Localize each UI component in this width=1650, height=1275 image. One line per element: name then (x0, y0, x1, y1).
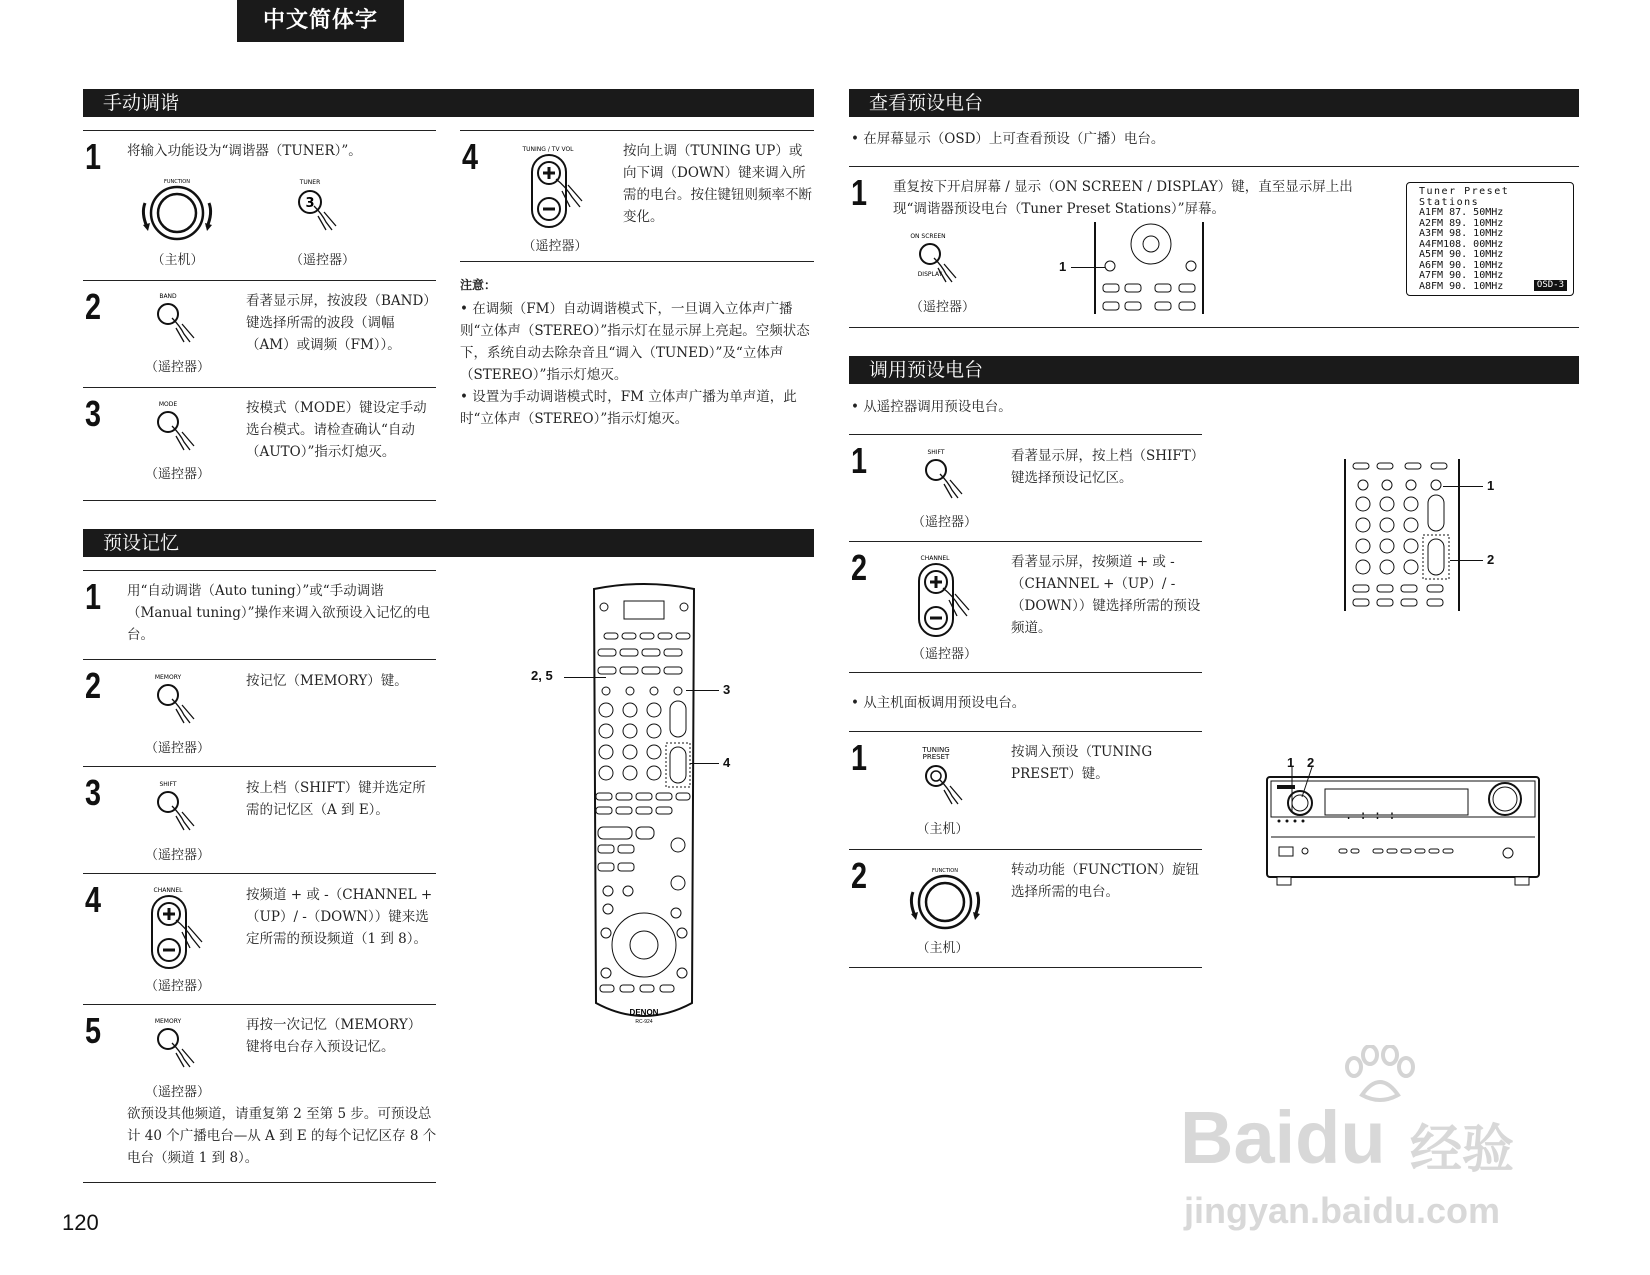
divider (849, 967, 1202, 968)
callout-label: 1 (1287, 755, 1295, 770)
svg-text:SHIFT: SHIFT (159, 781, 177, 788)
step-number: 1 (851, 172, 868, 213)
step-number: 3 (85, 772, 102, 813)
step-text: 按调入预设（TUNING PRESET）键。 (1011, 744, 1153, 782)
svg-text:MEMORY: MEMORY (154, 674, 182, 681)
step-text: 再按一次记忆（MEMORY）键将电台存入预设记忆。 (246, 1017, 422, 1055)
divider (83, 1004, 436, 1005)
caption-remote: （遥控器） (144, 360, 210, 375)
divider (460, 261, 814, 262)
callout-lines (1283, 767, 1323, 817)
note-title: 注意： (460, 278, 497, 292)
section-title-recall-presets: 调用预设电台 (849, 356, 1579, 384)
language-tab: 中文简体字 (237, 0, 404, 42)
step-number: 4 (462, 136, 479, 177)
svg-text:FUNCTION: FUNCTION (932, 868, 958, 874)
step-text: 转动功能（FUNCTION）旋钮选择所需的电台。 (1011, 862, 1200, 900)
callout-label: 2 (1307, 755, 1315, 770)
shift-button-icon (918, 448, 978, 504)
divider (83, 387, 436, 388)
preset-footer-text: 欲预设其他频道，请重复第 2 至第 5 步。可预设总计 40 个广播电台—从 A 到 E 的每个记忆区存 8 个电台（频道 1 到 8）。 (127, 1106, 437, 1166)
watermark (1180, 1045, 1580, 1245)
caption-main-unit: （主机） (916, 941, 969, 956)
osd-station-row: A6FM 90. 10MHz (1419, 259, 1504, 271)
step-number: 3 (85, 393, 102, 434)
step-text: 重复按下开启屏幕 / 显示（ON SCREEN / DISPLAY）键，直至显示屏上出现“调谐器预设电台（Tuner Preset Stations）”屏幕。 (893, 179, 1353, 217)
mode-button-icon (150, 400, 210, 456)
tuning-rocker-icon (520, 145, 592, 233)
svg-text:ON SCREEN: ON SCREEN (910, 233, 946, 240)
svg-text:BAND: BAND (159, 293, 177, 300)
divider (83, 130, 436, 131)
divider (83, 766, 436, 767)
step-text: 看著显示屏，按频道 + 或 -（CHANNEL +（UP）/ -（DOWN））键选择所需的预设频道。 (1011, 554, 1201, 636)
step-text: 按模式（MODE）键设定手动选台模式。请检查确认“自动（AUTO）”指示灯熄灭。 (246, 400, 427, 460)
callout-label: 2 (1487, 552, 1495, 567)
step-number: 1 (85, 136, 102, 177)
callout-label: 4 (723, 755, 731, 770)
caption-main-unit: （主机） (916, 822, 969, 837)
svg-text:TUNING: TUNING (922, 746, 950, 754)
step-text: 用“自动调谐（Auto tuning）”或“手动调谐（Manual tuning）”操作来调入欲预设入记忆的电台。 (127, 583, 431, 643)
watermark-cn: 经验 (1410, 1121, 1515, 1179)
step-number: 1 (851, 737, 868, 778)
memory-button-icon (150, 1017, 210, 1073)
caption-remote: （遥控器） (144, 467, 210, 482)
caption-remote: （遥控器） (144, 741, 210, 756)
svg-text:RC-924: RC-924 (635, 1019, 653, 1025)
svg-text:CHANNEL: CHANNEL (920, 555, 950, 562)
remote-partial-illustration (1343, 459, 1461, 611)
divider (849, 434, 1202, 435)
step-text: 按记忆（MEMORY）键。 (246, 673, 408, 689)
svg-text:PRESET: PRESET (922, 753, 950, 761)
watermark-url: jingyan.baidu.com (1184, 1190, 1501, 1231)
divider (83, 570, 436, 571)
watermark-brand: Baidu (1180, 1096, 1386, 1179)
receiver-display-text: . : : : (1345, 808, 1396, 822)
osd-station-row: A4FM108. 00MHz (1419, 238, 1504, 250)
osd-station-row: A1FM 87. 50MHz (1419, 207, 1504, 218)
divider (83, 873, 436, 874)
caption-remote: （遥控器） (911, 515, 977, 530)
callout-line (686, 690, 719, 691)
svg-text:TUNER: TUNER (299, 179, 321, 186)
step-text: 看著显示屏，按上档（SHIFT）键选择预设记忆区。 (1011, 448, 1198, 486)
osd-badge: OSD-3 (1534, 280, 1567, 291)
divider (849, 327, 1579, 328)
caption-remote: （遥控器） (144, 979, 210, 994)
step-number: 1 (85, 576, 102, 617)
section-title-preset-memory: 预设记忆 (83, 529, 814, 557)
step-text: 按向上调（TUNING UP）或向下调（DOWN）键来调入所需的电台。按住键钮则频率不断变化。 (623, 143, 812, 225)
divider (83, 1182, 436, 1183)
step-number: 5 (85, 1010, 102, 1051)
onscreen-display-button-icon (910, 232, 980, 292)
callout-label: 2, 5 (531, 668, 553, 683)
step-number: 4 (85, 879, 102, 920)
osd-station-row: A3FM 98. 10MHz (1419, 228, 1504, 239)
section-title-view-presets: 查看预设电台 (849, 89, 1579, 117)
caption-remote: （遥控器） (144, 848, 210, 863)
remote-control-illustration (586, 583, 702, 1033)
step-number: 2 (85, 665, 102, 706)
step-text: 看著显示屏，按波段（BAND）键选择所需的波段（调幅（AM）或调频（FM））。 (246, 293, 431, 353)
svg-text:SHIFT: SHIFT (927, 449, 945, 456)
step-text: 按频道 + 或 -（CHANNEL +（UP）/ -（DOWN））键来选定所需的预设频道（1 到 8）。 (246, 887, 433, 947)
divider (849, 541, 1202, 542)
step-text: 按上档（SHIFT）键并选定所需的记忆区（A 到 E）。 (246, 780, 426, 818)
tuning-preset-button-icon (918, 746, 982, 808)
svg-text:FUNCTION: FUNCTION (164, 179, 190, 185)
memory-button-icon (150, 673, 210, 729)
band-button-icon (150, 292, 210, 348)
note-item: • 设置为手动调谐模式时，FM 立体声广播为单声道，此时“立体声（STEREO）”指示灯熄灭。 (460, 386, 814, 430)
caption-remote: （遥控器） (911, 647, 977, 662)
bullet-text: • 从主机面板调用预设电台。 (851, 692, 1251, 714)
osd-station-row: A8FM 90. 10MHz (1419, 280, 1504, 292)
svg-text:DISPLAY: DISPLAY (917, 271, 943, 278)
callout-line (1443, 486, 1483, 487)
channel-rocker-icon (915, 554, 985, 640)
callout-label: 1 (1487, 478, 1495, 493)
note-item: • 在调频（FM）自动调谐模式下，一旦调入立体声广播则“立体声（STEREO）”指示灯在显示屏上亮起。空频状态下，系统自动去除杂音且“调入（TUNED）”及“立体声（STEREO）”指示灯熄灭。 (460, 298, 814, 386)
callout-line (1450, 560, 1483, 561)
osd-station-row: A5FM 90. 10MHz (1419, 249, 1504, 260)
divider (83, 280, 436, 281)
divider (460, 130, 814, 131)
caption-remote: （遥控器） (144, 1085, 210, 1100)
callout-line (564, 677, 606, 678)
caption-remote: （遥控器） (909, 300, 975, 315)
osd-station-row: A7FM 90. 10MHz (1419, 270, 1504, 281)
callout-line (1071, 267, 1105, 268)
callout-line (690, 763, 719, 764)
step-number: 2 (851, 547, 868, 588)
step-text: 将输入功能设为“调谐器（TUNER）”。 (127, 143, 362, 159)
osd-station-row: A2FM 89. 10MHz (1419, 217, 1504, 229)
caption-remote: （遥控器） (289, 253, 355, 268)
caption-main-unit: （主机） (151, 253, 204, 268)
svg-text:MODE: MODE (158, 401, 178, 408)
tuner-button-icon (292, 178, 352, 238)
divider (849, 672, 1202, 673)
divider (83, 659, 436, 660)
svg-text:3: 3 (305, 196, 315, 211)
svg-text:DENON: DENON (629, 1008, 659, 1017)
channel-rocker-icon (148, 886, 218, 972)
osd-screen (1406, 182, 1574, 296)
bullet-text: • 在屏幕显示（OSD）上可查看预设（广播）电台。 (851, 128, 1551, 150)
svg-text:CHANNEL: CHANNEL (153, 887, 183, 894)
caption-remote: （遥控器） (522, 239, 588, 254)
function-knob-icon (903, 866, 988, 934)
page-number: 120 (62, 1210, 99, 1235)
remote-partial-illustration (1093, 222, 1205, 314)
callout-label: 1 (1059, 259, 1067, 274)
svg-text:TUNING / TV VOL: TUNING / TV VOL (522, 146, 574, 153)
divider (849, 731, 1202, 732)
callout-label: 3 (723, 682, 731, 697)
function-knob-icon (135, 177, 220, 245)
bullet-text: • 从遥控器调用预设电台。 (851, 396, 1251, 418)
section-title-manual-tuning: 手动调谐 (83, 89, 814, 117)
divider (849, 166, 1579, 167)
osd-title: Tuner Preset Stations (1419, 186, 1510, 208)
divider (849, 849, 1202, 850)
step-number: 1 (851, 440, 868, 481)
step-number: 2 (851, 855, 868, 896)
shift-button-icon (150, 780, 210, 836)
svg-text:MEMORY: MEMORY (154, 1018, 182, 1025)
divider (83, 500, 436, 501)
step-number: 2 (85, 286, 102, 327)
